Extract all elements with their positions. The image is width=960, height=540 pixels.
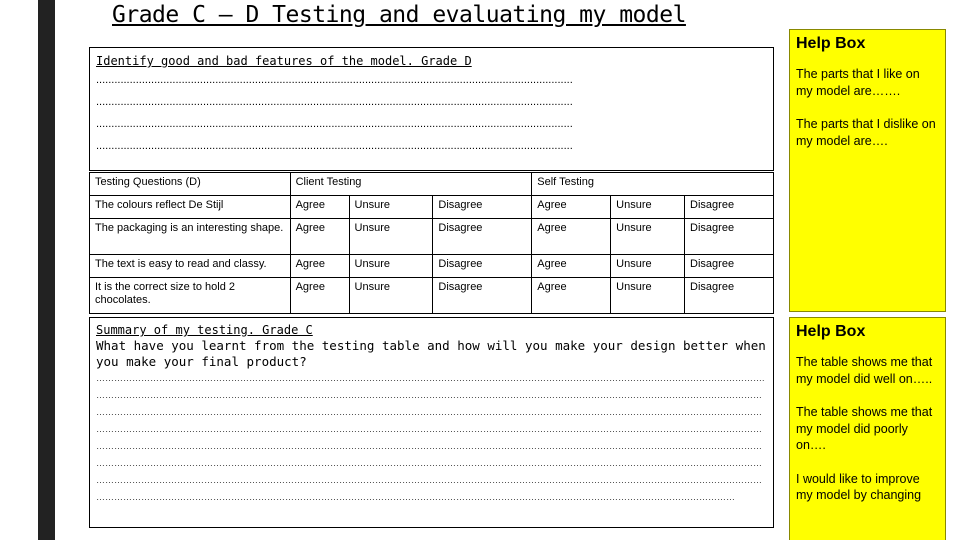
- unsure-option[interactable]: Unsure: [349, 196, 433, 219]
- answer-line[interactable]: ……………………………………………………………………………………………………………………………………………………………………………………………………: [96, 458, 762, 468]
- agree-option[interactable]: Agree: [532, 196, 611, 219]
- agree-option[interactable]: Agree: [290, 255, 349, 278]
- disagree-option[interactable]: Disagree: [433, 196, 532, 219]
- agree-option[interactable]: Agree: [290, 196, 349, 219]
- disagree-option[interactable]: Disagree: [433, 219, 532, 255]
- help-prompt: The table shows me that my model did poorly on….: [796, 405, 933, 452]
- unsure-option[interactable]: Unsure: [611, 196, 685, 219]
- unsure-option[interactable]: Unsure: [611, 219, 685, 255]
- answer-line[interactable]: ……………………………………………………………………………………………………………………………………………………………………………………………………: [96, 424, 762, 434]
- question-cell: The packaging is an interesting shape.: [90, 219, 291, 255]
- table-row: [90, 196, 774, 219]
- unsure-option[interactable]: Unsure: [611, 255, 685, 278]
- disagree-option[interactable]: Disagree: [685, 255, 774, 278]
- unsure-option[interactable]: Unsure: [611, 278, 685, 314]
- help-prompt: The table shows me that my model did well on…..: [796, 355, 933, 386]
- agree-option[interactable]: Agree: [532, 219, 611, 255]
- summary-box: [89, 317, 774, 528]
- unsure-option[interactable]: Unsure: [349, 255, 433, 278]
- disagree-option[interactable]: Disagree: [685, 196, 774, 219]
- answer-line[interactable]: ............................................................................................................................................................: [96, 140, 573, 152]
- header-cell: Testing Questions (D): [90, 173, 291, 196]
- question-cell: The text is easy to read and classy.: [90, 255, 291, 278]
- left-accent-bar: [38, 0, 55, 540]
- help-prompt: The parts that I like on my model are…….: [796, 67, 920, 98]
- agree-option[interactable]: Agree: [290, 278, 349, 314]
- help-prompt: I would like to improve my model by changing: [796, 471, 922, 502]
- answer-line[interactable]: ............................................................................................................................................................: [96, 74, 573, 86]
- header-cell: Client Testing: [290, 173, 532, 196]
- header-cell: Self Testing: [532, 173, 774, 196]
- question-cell: It is the correct size to hold 2 chocolates.: [90, 278, 291, 314]
- agree-option[interactable]: Agree: [290, 219, 349, 255]
- answer-line[interactable]: ……………………………………………………………………………………………………………………………………………………………………………………………………: [96, 441, 762, 451]
- answer-line[interactable]: ……………………………………………………………………………………………………………………………………………………………………………………………………: [96, 407, 762, 417]
- answer-line[interactable]: ............................................................................................................................................................: [96, 96, 573, 108]
- agree-option[interactable]: Agree: [532, 255, 611, 278]
- disagree-option[interactable]: Disagree: [685, 278, 774, 314]
- table-row: [90, 219, 774, 255]
- help-box-1: [789, 29, 946, 312]
- disagree-option[interactable]: Disagree: [433, 278, 532, 314]
- page-title: Grade C – D Testing and evaluating my model: [112, 2, 686, 28]
- summary-question: What have you learnt from the testing table and how will you make your design better when you make your final product?: [96, 338, 766, 369]
- features-heading: Identify good and bad features of the model. Grade D: [96, 54, 472, 68]
- answer-line[interactable]: ……………………………………………………………………………………………………………………………………………………………………………………………: [96, 492, 735, 502]
- help-prompt: The parts that I dislike on my model are….: [796, 117, 936, 148]
- answer-line[interactable]: ............................................................................................................................................................: [96, 118, 573, 130]
- help-box-2: [789, 317, 946, 540]
- testing-table: [89, 172, 774, 314]
- agree-option[interactable]: Agree: [532, 278, 611, 314]
- answer-line[interactable]: ……………………………………………………………………………………………………………………………………………………………………………………………………: [96, 390, 762, 400]
- answer-line[interactable]: ……………………………………………………………………………………………………………………………………………………………………………………………………: [96, 475, 762, 485]
- disagree-option[interactable]: Disagree: [433, 255, 532, 278]
- features-box: [89, 47, 774, 171]
- answer-line[interactable]: …………………………………………………………………………………………………………………………………………………………………………………………………….: [96, 373, 765, 383]
- table-row: [90, 278, 774, 314]
- question-cell: The colours reflect De Stijl: [90, 196, 291, 219]
- table-row: [90, 255, 774, 278]
- help-box-title: Help Box: [796, 35, 866, 52]
- unsure-option[interactable]: Unsure: [349, 278, 433, 314]
- summary-heading: Summary of my testing. Grade C: [96, 323, 313, 337]
- table-header-row: [90, 173, 774, 196]
- disagree-option[interactable]: Disagree: [685, 219, 774, 255]
- help-box-title: Help Box: [796, 323, 866, 340]
- unsure-option[interactable]: Unsure: [349, 219, 433, 255]
